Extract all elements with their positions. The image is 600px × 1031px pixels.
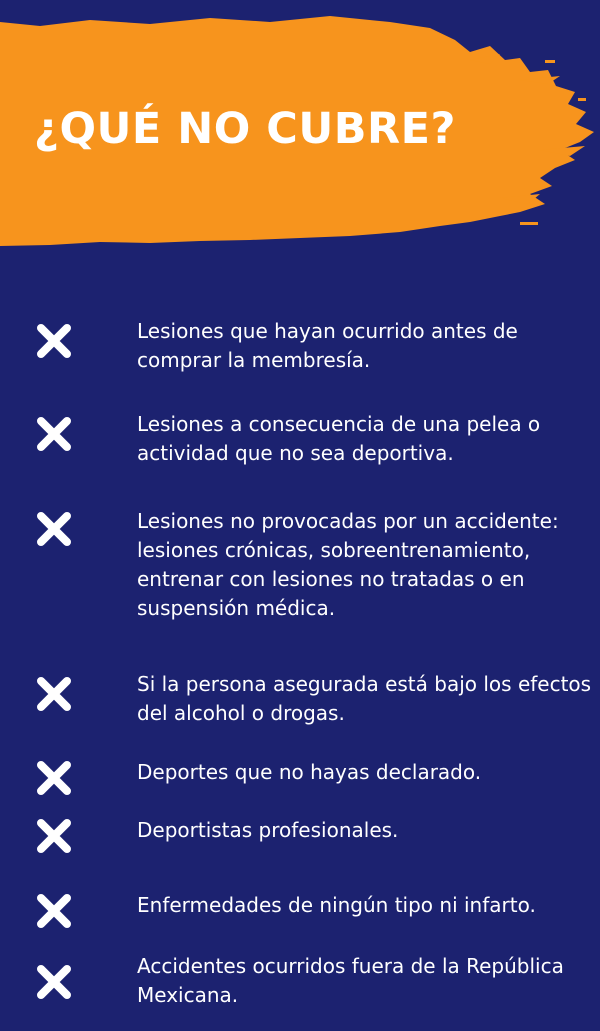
list-item-text: Deportes que no hayas declarado. bbox=[137, 760, 482, 784]
x-mark-icon bbox=[34, 414, 74, 454]
list-item-text: Lesiones no provocadas por un accidente: lesiones crónicas, sobreentrenamiento, entrenar con lesiones no tratadas o en suspensión médica. bbox=[137, 509, 559, 620]
header-banner bbox=[0, 0, 600, 260]
list-item-text: Lesiones que hayan ocurrido antes de comprar la membresía. bbox=[137, 319, 518, 372]
page-title: ¿QUÉ NO CUBRE? bbox=[34, 104, 456, 154]
list-item-text: Accidentes ocurridos fuera de la República Mexicana. bbox=[137, 954, 564, 1007]
list-item-text: Lesiones a consecuencia de una pelea o actividad que no sea deportiva. bbox=[137, 412, 541, 465]
list-item-text: Enfermedades de ningún tipo ni infarto. bbox=[137, 893, 536, 917]
x-mark-icon bbox=[34, 321, 74, 361]
list-item-text: Si la persona asegurada está bajo los efectos del alcohol o drogas. bbox=[137, 672, 592, 725]
list-item-text: Deportistas profesionales. bbox=[137, 818, 399, 842]
x-mark-icon bbox=[34, 962, 74, 1002]
x-mark-icon bbox=[34, 891, 74, 931]
x-mark-icon bbox=[34, 509, 74, 549]
x-mark-icon bbox=[34, 758, 74, 798]
x-mark-icon bbox=[34, 674, 74, 714]
x-mark-icon bbox=[34, 816, 74, 856]
